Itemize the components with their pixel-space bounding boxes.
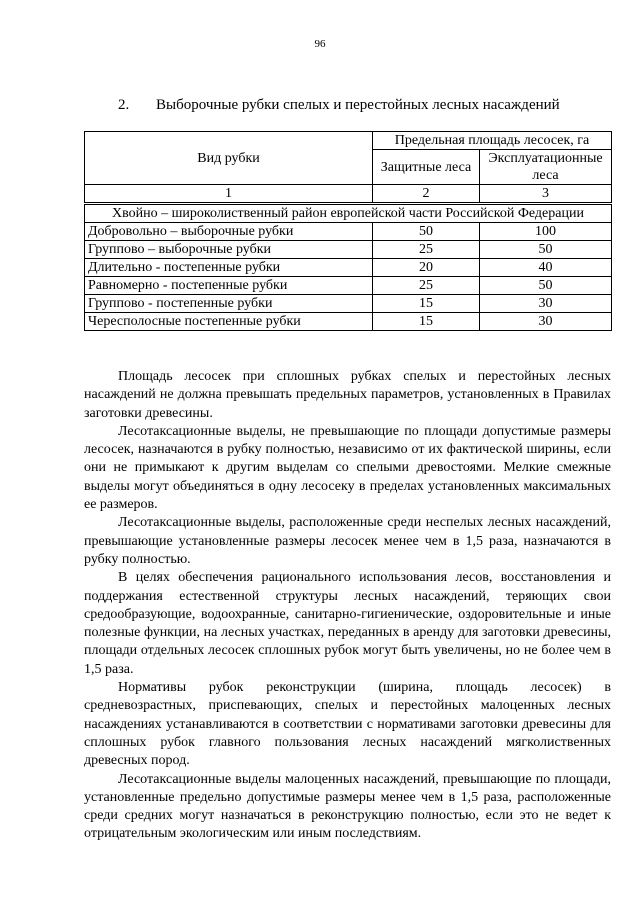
cutting-type-cell: Чересполосные постепенные рубки xyxy=(85,313,373,331)
header-cutting-type: Вид рубки xyxy=(85,132,373,185)
paragraph: В целях обеспечения рационального использования лесов, восстановления и поддержания естественной структуры лесных насаждений, теряющих свои средообразующие, водоохранные, санитарно-гигиенические, оздоровительные и иные полезные функции, на лесных участках, переданных в аренду для заготовки древесины, площади отдельных лесосек сплошных рубок могут быть увеличены, но не более чем в 1,5 раза. xyxy=(84,570,611,677)
header-protective: Защитные леса xyxy=(373,150,480,185)
cutting-type-cell: Равномерно - постепенные рубки xyxy=(85,277,373,295)
table-row xyxy=(85,295,612,313)
table-header-row xyxy=(85,132,612,150)
cutting-type-cell: Длительно - постепенные рубки xyxy=(85,259,373,277)
body-text xyxy=(84,368,611,844)
protective-cell: 20 xyxy=(373,259,480,277)
paragraph: Площадь лесосек при сплошных рубках спелых и перестойных лесных насаждений не должна превышать предельных параметров, установленных в Правилах заготовки древесины. xyxy=(84,369,611,421)
column-number: 2 xyxy=(373,185,480,204)
section-title xyxy=(118,97,560,114)
protective-cell: 15 xyxy=(373,313,480,331)
cutting-type-cell: Добровольно – выборочные рубки xyxy=(85,223,373,241)
operational-cell: 40 xyxy=(480,259,612,277)
cutting-limits-table xyxy=(84,131,612,331)
operational-cell: 30 xyxy=(480,295,612,313)
table-row xyxy=(85,277,612,295)
operational-cell: 100 xyxy=(480,223,612,241)
page-number: 96 xyxy=(314,38,326,50)
operational-cell: 50 xyxy=(480,241,612,259)
operational-cell: 50 xyxy=(480,277,612,295)
table-row xyxy=(85,259,612,277)
operational-cell: 30 xyxy=(480,313,612,331)
region-row xyxy=(85,204,612,223)
cutting-type-cell: Группово – выборочные рубки xyxy=(85,241,373,259)
protective-cell: 25 xyxy=(373,241,480,259)
header-area-limit: Предельная площадь лесосек, га xyxy=(373,132,612,150)
table-row xyxy=(85,223,612,241)
table-row xyxy=(85,241,612,259)
section-title-text: Выборочные рубки спелых и перестойных лесных насаждений xyxy=(156,97,560,113)
paragraph: Нормативы рубок реконструкции (ширина, площадь лесосек) в средневозрастных, приспевающих, спелых и перестойных малоценных лесных насаждениях устанавливаются в соответствии с нормативами заготовки древесины для сплошных рубок главного пользования лесных насаждений мягколиственных древесных пород. xyxy=(84,680,611,769)
paragraph: Лесотаксационные выделы, расположенные среди неспелых лесных насаждений, превышающие установленные размеры лесосек менее чем в 1,5 раза, назначаются в рубку полностью. xyxy=(84,515,611,567)
table-row xyxy=(85,313,612,331)
section-number: 2. xyxy=(118,97,130,113)
protective-cell: 25 xyxy=(373,277,480,295)
column-number-row xyxy=(85,185,612,204)
header-operational: Эксплуатационные леса xyxy=(480,150,612,185)
region-heading: Хвойно – широколиственный район европейской части Российской Федерации xyxy=(85,204,612,223)
column-number: 3 xyxy=(480,185,612,204)
protective-cell: 50 xyxy=(373,223,480,241)
cutting-type-cell: Группово - постепенные рубки xyxy=(85,295,373,313)
paragraph: Лесотаксационные выделы малоценных насаждений, превышающие по площади, установленные предельно допустимые размеры менее чем в 1,5 раза, расположенные среди средних могут назначаться в реконструкцию полностью, если это не ведет к отрицательным экологическим или иным последствиям. xyxy=(84,771,611,842)
column-number: 1 xyxy=(85,185,373,204)
protective-cell: 15 xyxy=(373,295,480,313)
paragraph: Лесотаксационные выделы, не превышающие по площади допустимые размеры лесосек, назначаются в рубку полностью, независимо от их фактической ширины, если они не примыкают к другим выделам со спелыми древостоями. Мелкие смежные выделы могут объединяться в одну лесосеку в пределах установленных максимальных ее размеров. xyxy=(84,423,611,513)
